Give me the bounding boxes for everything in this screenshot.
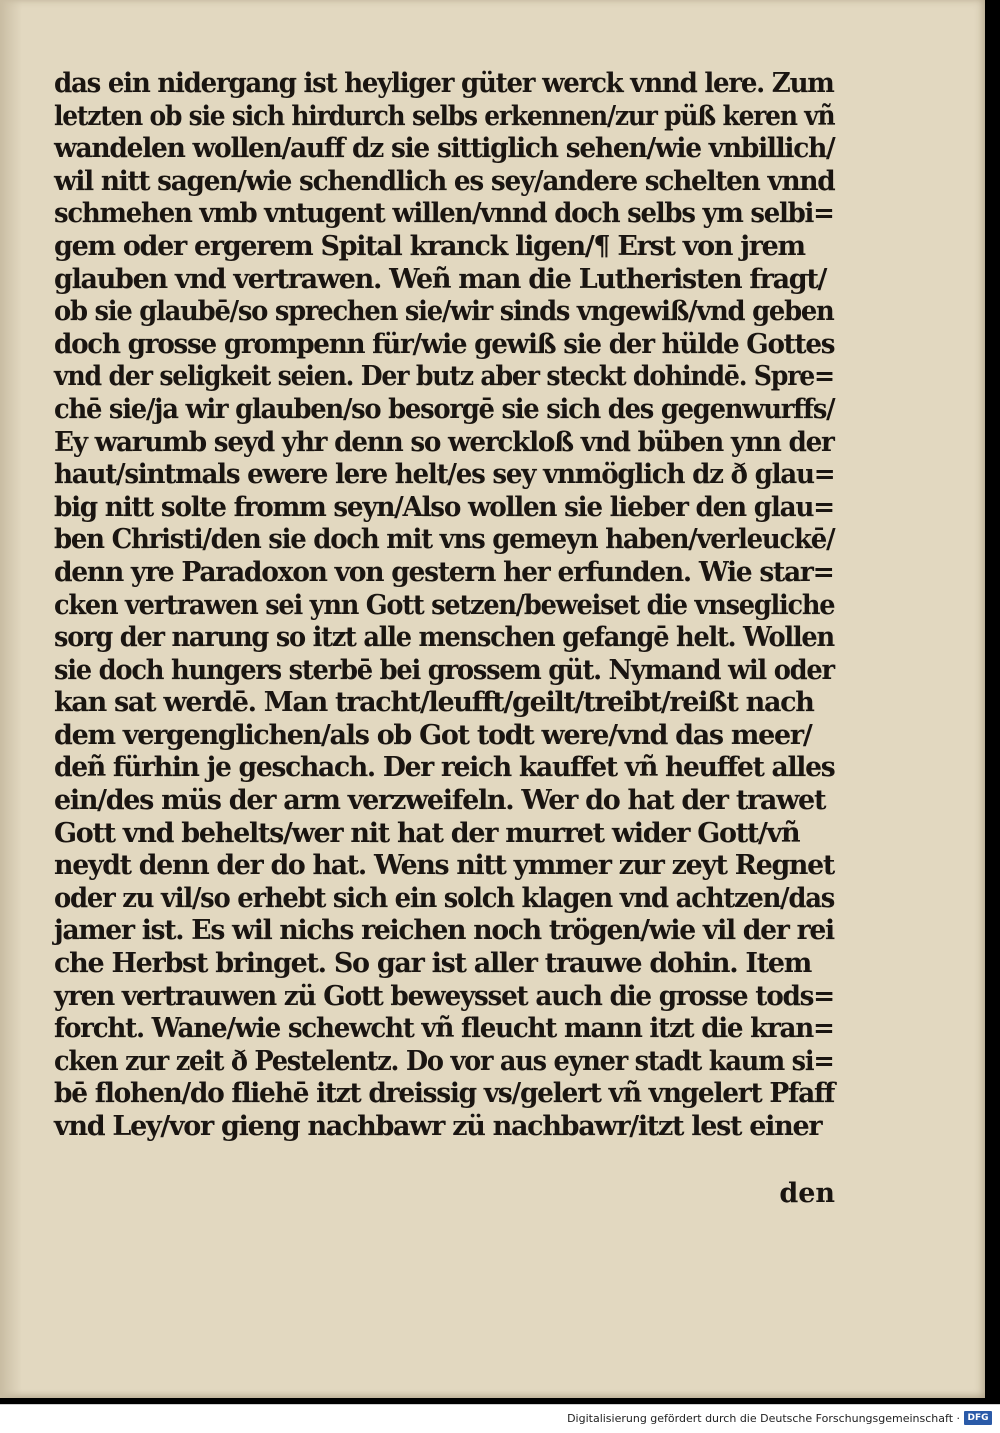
- text-line: Ey warumb seyd yhr denn so werckloß vnd büben ynn der: [54, 426, 834, 458]
- text-line: bē flohen/do fliehē itzt dreissig vs/gelert vñ vngelert Pfaff: [54, 1078, 835, 1110]
- text-line: kan sat werdē. Man tracht/leufft/geilt/treibt/reißt nach: [54, 687, 814, 719]
- text-line: oder zu vil/so erhebt sich ein solch klagen vnd achtzen/das: [54, 882, 835, 914]
- funding-credit: Digitalisierung gefördert durch die Deutsche Forschungsgemeinschaft ·: [567, 1412, 960, 1425]
- text-line: sie doch hungers sterbē bei grossem güt. Nymand wil oder: [54, 654, 834, 686]
- text-line: vnd der seligkeit seien. Der butz aber steckt dohindē. Spre=: [54, 361, 834, 393]
- text-line: gem oder ergerem Spital kranck ligen/¶ Erst von jrem: [54, 230, 805, 262]
- text-line: haut/sintmals ewere lere helt/es sey vnmöglich dz ð glau=: [54, 459, 835, 491]
- text-line: neydt denn der do hat. Wens nitt ymmer zur zeyt Regnet: [54, 850, 834, 882]
- text-line: doch grosse grompenn für/wie gewiß sie der hülde Gottes: [54, 328, 835, 360]
- text-line: denn yre Paradoxon von gestern her erfunden. Wie star=: [54, 556, 834, 588]
- dfg-logo: DFG: [964, 1411, 992, 1425]
- text-line: sorg der narung so itzt alle menschen gefangē helt. Wollen: [54, 622, 834, 654]
- text-line: big nitt solte fromm seyn/Also wollen sie lieber den glau=: [54, 491, 834, 523]
- text-line: schmehen vmb vntugent willen/vnnd doch selbs ym selbi=: [54, 198, 834, 230]
- text-line: wandelen wollen/auff dz sie sittiglich sehen/wie vnbillich/: [54, 133, 835, 165]
- text-line: ben Christi/den sie doch mit vns gemeyn haben/verleuckē/: [54, 524, 835, 556]
- text-line: vnd Ley/vor gieng nachbawr zü nachbawr/itzt lest einer: [54, 1111, 822, 1142]
- text-line: che Herbst bringet. So gar ist aller trauwe dohin. Item: [54, 948, 812, 980]
- text-line: wil nitt sagen/wie schendlich es sey/andere schelten vnnd: [54, 165, 835, 197]
- text-line: ein/des müs der arm verzweifeln. Wer do hat der trawet: [54, 785, 826, 817]
- page-text: [54, 68, 834, 1144]
- text-line: cken vertrawen sei ynn Gott setzen/beweiset die vnsegliche: [54, 589, 835, 621]
- text-line: ob sie glaubē/so sprechen sie/wir sinds vngewiß/vnd geben: [54, 296, 834, 328]
- text-line: jamer ist. Es wil nichs reichen noch trögen/wie vil der rei: [54, 915, 834, 947]
- text-line: dem vergenglichen/als ob Got todt were/vnd das meer/: [54, 719, 812, 751]
- text-line: chē sie/ja wir glauben/so besorgē sie sich des gegenwurffs/: [54, 393, 835, 425]
- footer-bar: [0, 1404, 1000, 1433]
- text-line: deñ fürhin je geschach. Der reich kauffet vñ heuffet alles: [54, 752, 835, 784]
- text-line: yren vertrauwen zü Gott beweysset auch die grosse tods=: [54, 980, 834, 1012]
- catchword: den: [779, 1178, 835, 1209]
- text-line: Gott vnd behelts/wer nit hat der murret wider Gott/vñ: [54, 817, 800, 849]
- text-line: forcht. Wane/wie schewcht vñ fleucht mann itzt die kran=: [54, 1013, 834, 1045]
- text-line: letzten ob sie sich hirdurch selbs erkennen/zur püß keren vñ: [54, 100, 835, 132]
- text-line: glauben vnd vertrawen. Weñ man die Lutheristen fragt/: [54, 263, 827, 295]
- text-line: das ein nidergang ist heyliger güter werck vnnd lere. Zum: [54, 68, 834, 99]
- text-line: cken zur zeit ð Pestelentz. Do vor aus eyner stadt kaum si=: [54, 1045, 834, 1077]
